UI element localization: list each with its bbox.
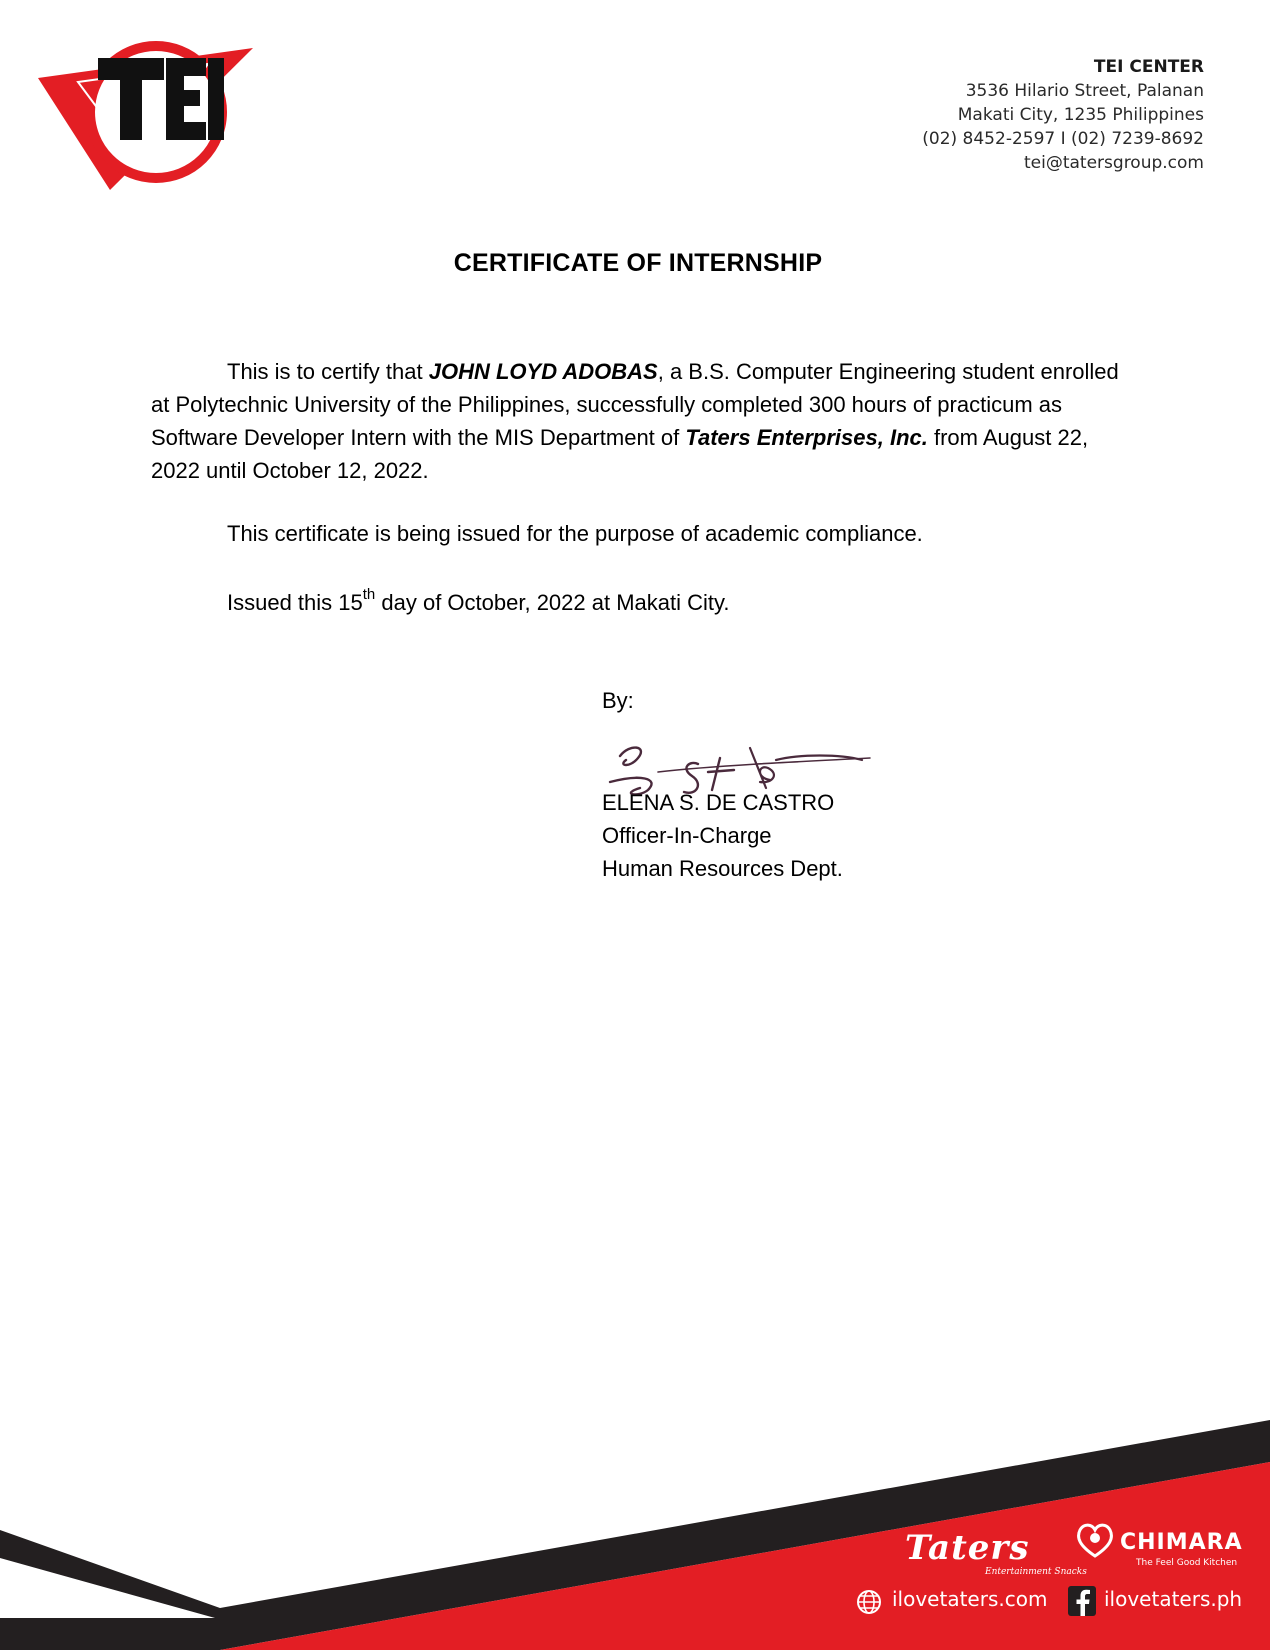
signatory-name: ELENA S. DE CASTRO [602,790,835,815]
chimara-heart-icon [1074,1520,1116,1560]
purpose-statement: This certificate is being issued for the purpose of academic compliance. [227,521,923,546]
signatory-position: Officer-In-Charge [602,823,772,848]
taters-tagline: Entertainment Snacks [985,1567,1087,1577]
chimara-brand-logo: CHIMARA [1120,1530,1243,1555]
chimara-tagline: The Feel Good Kitchen [1136,1558,1238,1568]
ordinal-suffix: th [362,585,376,603]
address-line-2: Makati City, 1235 Philippines [957,105,1204,125]
details-text: , a B.S. Computer Engineering student enrolled at Polytechnic University of the Philippines, successfully completed 300 hours of practicum as Software Developer Intern with the MIS Department of [151,359,1119,450]
taters-brand-logo: Taters [905,1528,1030,1568]
phone-numbers: (02) 8452-2597 I (02) 7239-8692 [922,129,1204,149]
company-name-inline: Taters Enterprises, Inc. [685,425,928,450]
facebook-link[interactable]: ilovetaters.ph [1104,1587,1243,1611]
signatory-block [602,786,843,885]
issued-statement: Issued this 15th day of October, 2022 at Makati City. [227,585,730,615]
company-name: TEI CENTER [1093,57,1204,77]
facebook-icon [1068,1586,1096,1616]
period-text: from August 22, 2022 until October 12, 2022. [151,425,1089,483]
globe-icon [856,1589,882,1615]
document-title: CERTIFICATE OF INTERNSHIP [453,249,823,277]
company-address-block [922,55,1204,175]
email-address: tei@tatersgroup.com [1024,153,1204,173]
tei-logo [38,30,268,200]
intern-name: JOHN LOYD ADOBAS [428,359,658,384]
by-label: By: [602,688,634,713]
signatory-department: Human Resources Dept. [602,856,843,881]
address-line-1: 3536 Hilario Street, Palanan [965,81,1204,101]
intro-text: This is to certify that [227,359,429,384]
website-link[interactable]: ilovetaters.com [892,1587,1048,1611]
certification-paragraph [151,355,1141,487]
